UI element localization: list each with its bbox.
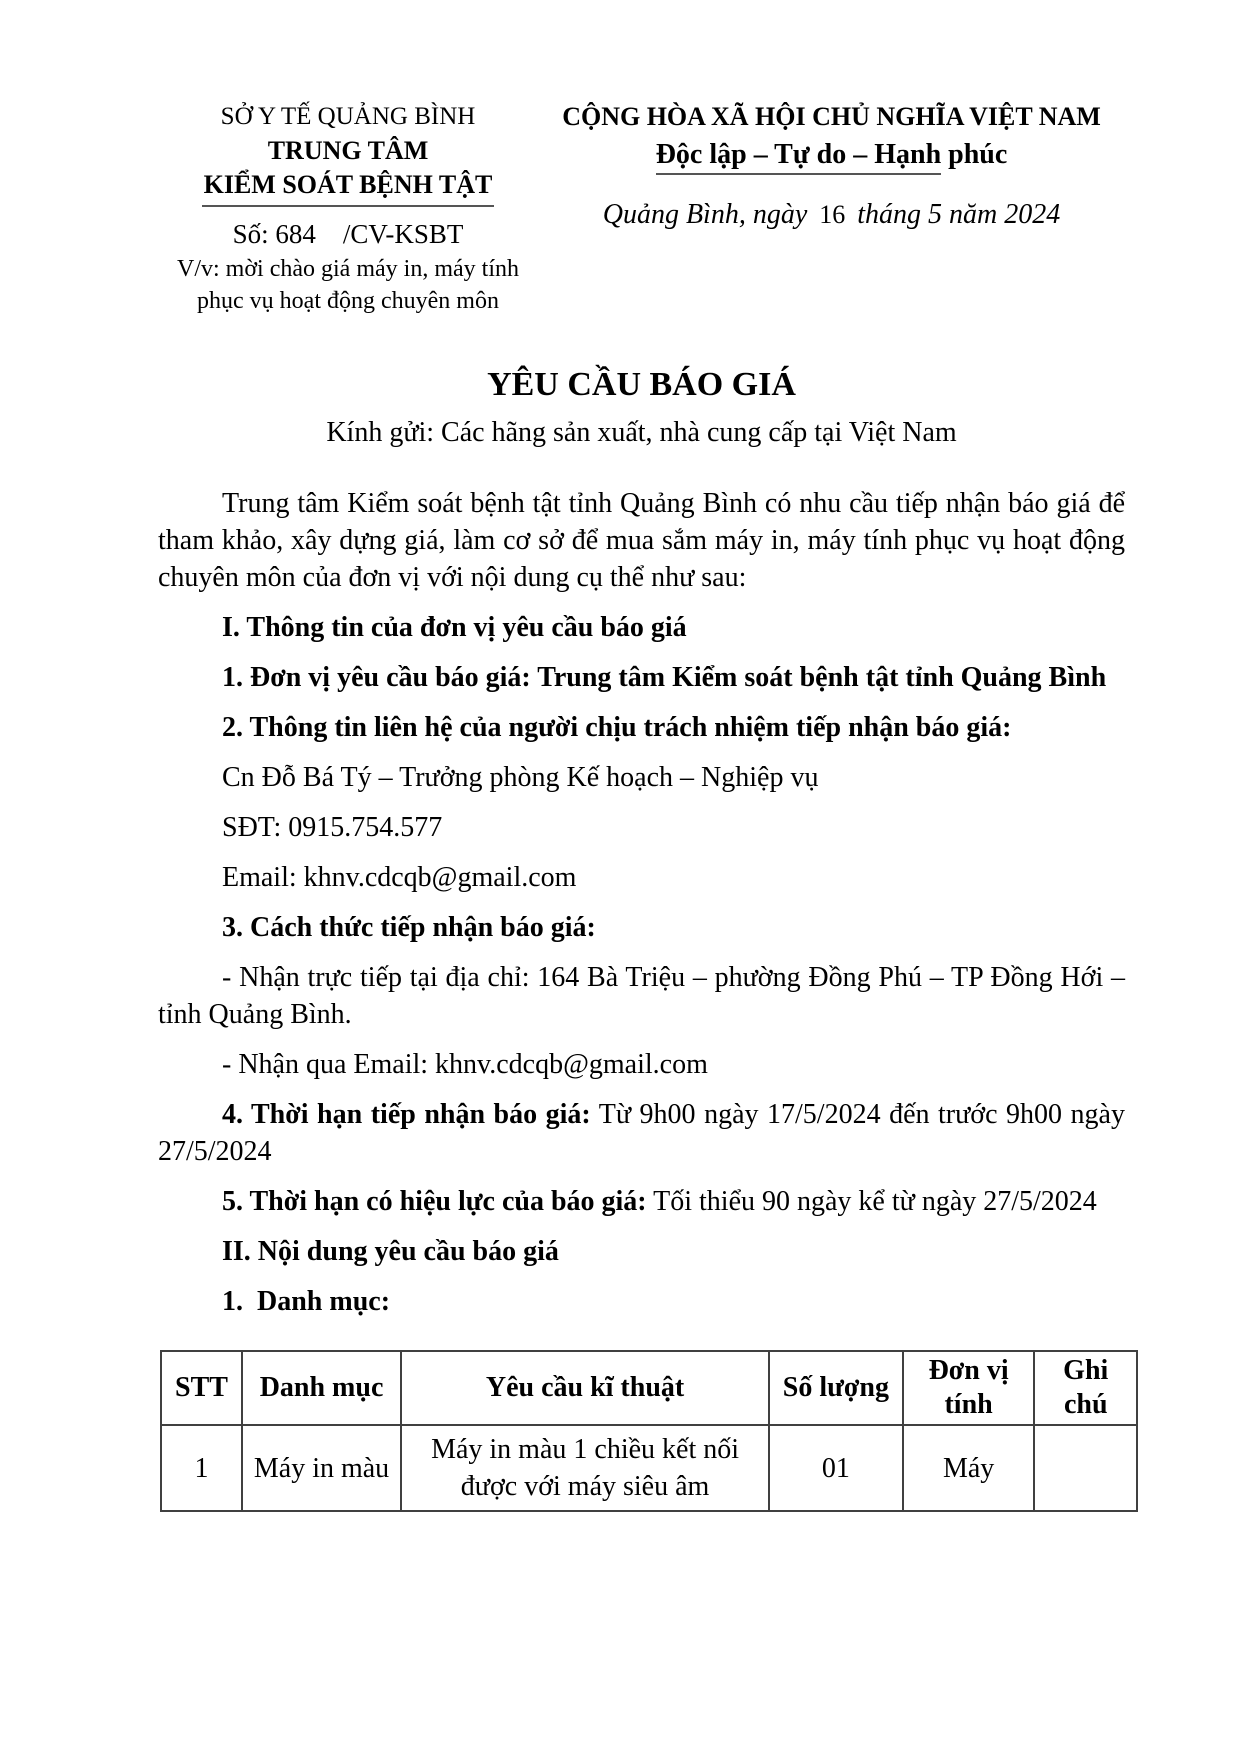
issuing-org-block (158, 100, 538, 316)
cell-danh-muc: Máy in màu (242, 1425, 401, 1511)
document-header (158, 100, 1125, 316)
item-4-value: Từ 9h00 ngày 17/5/2024 đến trước 9h00 ngày 27/5/2024 (158, 1099, 1125, 1167)
section-1-heading: I. Thông tin của đơn vị yêu cầu báo giá (222, 612, 687, 643)
national-motto (538, 137, 1125, 173)
document-subject-line1: V/v: mời chào giá máy in, máy tính (177, 256, 519, 282)
org-name-line1: TRUNG TÂM (267, 136, 429, 165)
cell-yeu-cau: Máy in màu 1 chiều kết nối được với máy siêu âm (401, 1425, 769, 1511)
date-day: 16 (819, 200, 846, 229)
item-2-contact-heading: 2. Thông tin liên hệ của người chịu trách nhiệm tiếp nhận báo giá: (222, 712, 1012, 743)
date-suffix: tháng 5 năm 2024 (857, 199, 1061, 230)
document-number: Số: 684 /CV-KSBT (232, 219, 464, 249)
document-subject-line2: phục vụ hoạt động chuyên môn (197, 288, 499, 314)
section-2-heading: II. Nội dung yêu cầu báo giá (222, 1236, 559, 1267)
col-header-stt: STT (161, 1351, 242, 1425)
intro-paragraph: Trung tâm Kiểm soát bệnh tật tỉnh Quảng Bình có nhu cầu tiếp nhận báo giá để tham khảo, xây dựng giá, làm cơ sở để mua sắm máy in, máy tính phục vụ hoạt động chuyên môn của đơn vị với nội dung cụ thể như sau: (158, 488, 1125, 593)
cell-don-vi: Máy (903, 1425, 1035, 1511)
cell-stt: 1 (161, 1425, 242, 1511)
receive-method-email: - Nhận qua Email: khnv.cdcqb@gmail.com (222, 1049, 708, 1080)
place-and-date (538, 199, 1125, 231)
item-1-requesting-unit: 1. Đơn vị yêu cầu báo giá: Trung tâm Kiểm soát bệnh tật tỉnh Quảng Bình (222, 662, 1107, 693)
salutation-line: Kính gửi: Các hãng sản xuất, nhà cung cấp tại Việt Nam (326, 417, 957, 448)
parent-org-name: SỞ Y TẾ QUẢNG BÌNH (220, 103, 476, 130)
col-header-danh-muc: Danh mục (242, 1351, 401, 1425)
col-header-don-vi: Đơn vị tính (903, 1351, 1035, 1425)
item-5-value: Tối thiểu 90 ngày kể từ ngày 27/5/2024 (646, 1186, 1097, 1217)
table-header-row (161, 1351, 1137, 1425)
col-header-yeu-cau: Yêu cầu kĩ thuật (401, 1351, 769, 1425)
item-5-label: 5. Thời hạn có hiệu lực của báo giá: (222, 1186, 647, 1217)
contact-phone: SĐT: 0915.754.577 (222, 812, 443, 843)
national-header-block (538, 100, 1125, 231)
item-4-deadline (158, 1096, 1125, 1170)
cell-ghi-chu (1034, 1425, 1137, 1511)
item-5-validity (158, 1183, 1125, 1220)
motto-underlined-part: Độc lập – Tự do – Hạnh (656, 139, 941, 175)
items-table (160, 1350, 1138, 1512)
item-3-heading: 3. Cách thức tiếp nhận báo giá: (222, 912, 596, 943)
page-title: YÊU CẦU BÁO GIÁ (487, 366, 796, 403)
cell-so-luong: 01 (769, 1425, 903, 1511)
col-header-ghi-chu: Ghi chú (1034, 1351, 1137, 1425)
contact-email: Email: khnv.cdcqb@gmail.com (222, 862, 577, 893)
receive-method-direct: - Nhận trực tiếp tại địa chỉ: 164 Bà Triệu – phường Đồng Phú – TP Đồng Hới – tỉnh Quảng Bình. (158, 962, 1125, 1030)
list-heading: 1. Danh mục: (222, 1286, 391, 1317)
org-name-underline (202, 205, 494, 207)
col-header-so-luong: Số lượng (769, 1351, 903, 1425)
motto-tail: phúc (948, 139, 1008, 170)
item-4-label: 4. Thời hạn tiếp nhận báo giá: (222, 1099, 591, 1130)
document-body (158, 485, 1125, 1320)
national-title: CỘNG HÒA XÃ HỘI CHỦ NGHĨA VIỆT NAM (562, 102, 1101, 131)
org-name-line2: KIỂM SOÁT BỆNH TẬT (203, 170, 493, 199)
contact-name: Cn Đỗ Bá Tý – Trưởng phòng Kế hoạch – Nghiệp vụ (222, 762, 819, 793)
table-row (161, 1425, 1137, 1511)
place-date-prefix: Quảng Bình, ngày (602, 199, 808, 230)
